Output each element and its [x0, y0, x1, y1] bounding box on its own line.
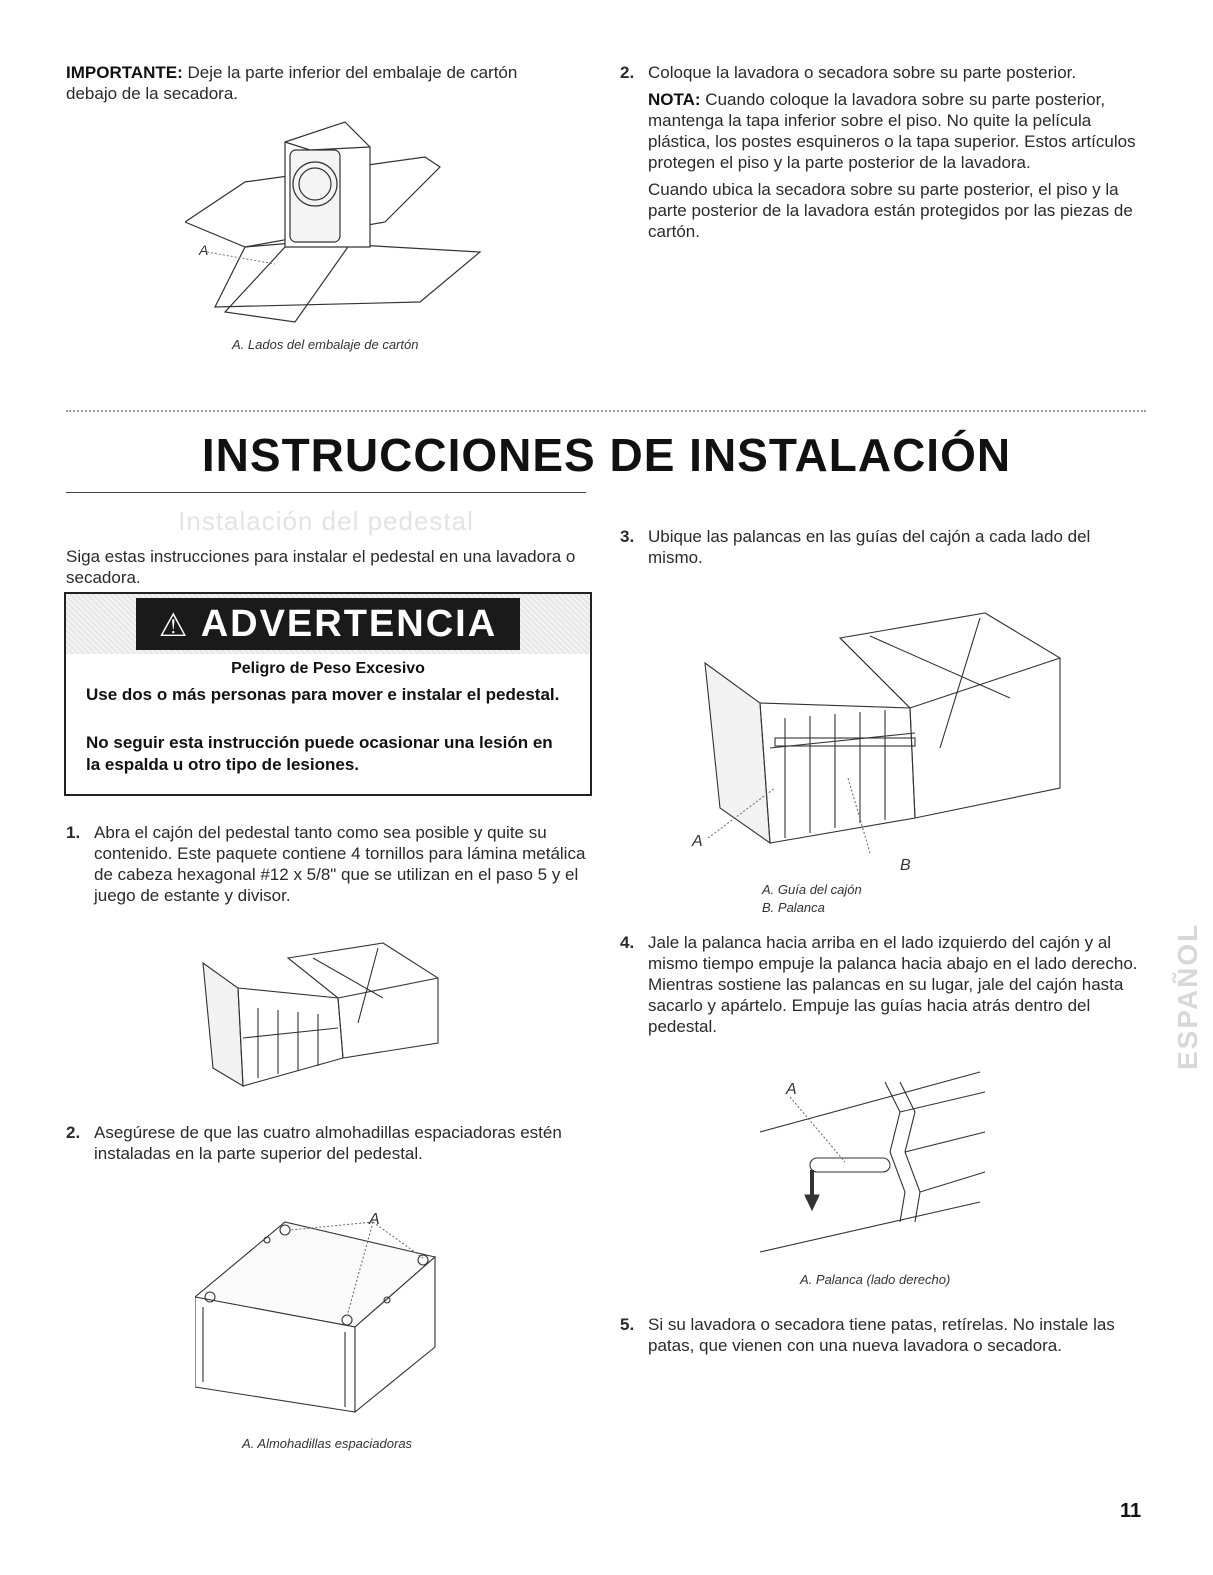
important-text: Deje la parte inferior del embalaje de cartón debajo de la secadora. — [66, 63, 518, 103]
important-label: IMPORTANTE: — [66, 63, 183, 82]
guides-letter-a: A — [692, 833, 703, 850]
step-4-number: 4. — [620, 933, 635, 952]
step-2-back — [620, 62, 1140, 242]
section-rule — [66, 492, 586, 493]
step-number: 2. — [620, 63, 635, 82]
guides-letter-b: B — [900, 857, 911, 873]
lever-caption: A. Palanca (lado derecho) — [800, 1272, 951, 1287]
step-3-text: Ubique las palancas en las guías del cajón a cada lado del mismo. — [648, 527, 1091, 567]
lever-figure — [760, 1052, 990, 1262]
step-3-number: 3. — [620, 527, 635, 546]
lever-letter-a: A — [786, 1081, 797, 1098]
step-text: Coloque la lavadora o secadora sobre su parte posterior. — [648, 63, 1077, 82]
step-3 — [620, 526, 1140, 574]
warning-header-text: ADVERTENCIA — [200, 603, 498, 645]
carton-figure — [185, 112, 485, 337]
guides-caption-a: A. Guía del cajón — [762, 882, 862, 897]
drawer-guides-figure — [690, 608, 1075, 873]
warning-box — [64, 592, 592, 796]
warning-line-2: No seguir esta instrucción puede ocasionar una lesión en la espalda u otro tipo de lesiones. — [86, 733, 553, 774]
warning-triangle-icon: ⚠ — [158, 607, 190, 643]
step-1 — [66, 822, 586, 912]
step-2-pads — [66, 1122, 586, 1170]
step-2-text: Asegúrese de que las cuatro almohadillas espaciadoras estén instaladas en la parte superior del pedestal. — [94, 1123, 562, 1163]
step-1-text: Abra el cajón del pedestal tanto como sea posible y quite su contenido. Este paquete contiene 4 tornillos para lámina metálica de cabeza hexagonal #12 x 5/8" que se utilizan en el paso 5 y el juego de estante y divisor. — [94, 823, 586, 905]
step-1-number: 1. — [66, 823, 81, 842]
page-title: INSTRUCCIONES DE INSTALACIÓN — [201, 429, 1012, 481]
step-2-number: 2. — [66, 1123, 81, 1142]
step-4 — [620, 932, 1140, 1042]
nota-text: Cuando coloque la lavadora sobre su parte posterior, mantenga la tapa inferior sobre el piso. No quite la película plástica, los postes esquineros o la tapa superior. Estos artículos protegen el piso y la parte posterior de la lavadora. — [648, 90, 1136, 172]
warning-line-1: Use dos o más personas para mover e instalar el pedestal. — [86, 685, 560, 704]
step-5-text: Si su lavadora o secadora tiene patas, retírelas. No instale las patas, que vienen con una nueva lavadora o secadora. — [648, 1315, 1115, 1355]
step-4-text: Jale la palanca hacia arriba en el lado izquierdo del cajón y al mismo tiempo empuje la palanca hacia abajo en el lado derecho. Mientras sostiene las palancas en su lugar, jale del cajón hasta sacarlo y apártelo. Empuje las guías hacia atrás dentro del pedestal. — [648, 933, 1138, 1036]
warning-header — [66, 594, 590, 654]
drawer-open-figure — [198, 938, 443, 1088]
carton-caption: A. Lados del embalaje de cartón — [232, 337, 419, 352]
intro-text: Siga estas instrucciones para instalar el pedestal en una lavadora o secadora. — [66, 547, 576, 587]
guides-caption-b: B. Palanca — [762, 900, 825, 915]
pads-caption: A. Almohadillas espaciadoras — [242, 1436, 413, 1451]
step-5-number: 5. — [620, 1315, 635, 1334]
nota-block — [648, 89, 1140, 173]
carton-letter-a: A — [199, 242, 209, 258]
nota-label: NOTA: — [648, 90, 701, 109]
important-note — [66, 62, 566, 104]
step-5 — [620, 1314, 1140, 1362]
pads-letter-a: A — [369, 1212, 380, 1228]
page-number: 11 — [1120, 1500, 1142, 1522]
extra-text: Cuando ubica la secadora sobre su parte posterior, el piso y la parte posterior de la lavadora están protegidos por las piezas de cartón. — [648, 180, 1133, 241]
section-subheading: Instalación del pedestal — [178, 506, 474, 536]
pedestal-pads-figure — [195, 1212, 440, 1417]
dotted-divider — [66, 410, 1146, 412]
language-side-tab: ESPAÑOL — [1172, 922, 1203, 1070]
warning-title: Peligro de Peso Excesivo — [231, 660, 425, 677]
